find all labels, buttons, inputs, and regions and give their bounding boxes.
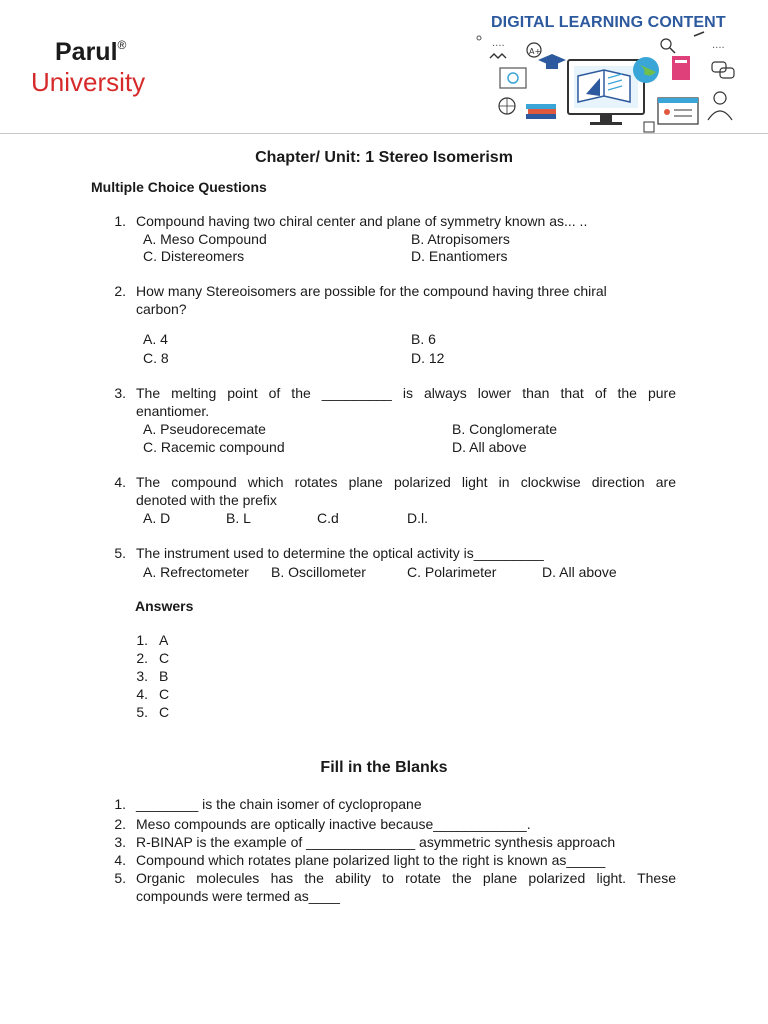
logo-parul: [55, 38, 126, 67]
option: D. All above: [452, 439, 527, 455]
registered-mark: ®: [117, 37, 127, 52]
pencil-icon: [694, 32, 704, 36]
answer-number: 2.: [136, 650, 148, 666]
blank-text-cont: compounds were termed as____: [136, 888, 340, 904]
answer-value: C: [159, 704, 170, 720]
answer-number: 1.: [136, 632, 148, 648]
option: A. Refrectometer: [143, 564, 249, 580]
option: C. Distereomers: [143, 248, 245, 264]
book-icon: [672, 56, 690, 80]
pencil-cup-icon: [644, 122, 654, 132]
svg-text:....: ....: [712, 40, 725, 51]
option: B. Oscillometer: [271, 564, 366, 580]
fill-blanks-heading: Fill in the Blanks: [320, 759, 448, 776]
answer-value: A: [159, 632, 169, 648]
option: A. D: [143, 510, 171, 526]
question-text: How many Stereoisomers are possible for the compound having three chiral: [136, 283, 607, 299]
blank-number: 3.: [114, 834, 126, 850]
digital-learning-illustration: [462, 30, 744, 134]
question-number: 2.: [114, 283, 126, 299]
logo-university: University: [31, 67, 146, 97]
teacher-icon: [714, 92, 726, 104]
blank-text: R-BINAP is the example of ______________ asymmetric synthesis approach: [136, 834, 616, 850]
header-divider: [0, 133, 768, 134]
answers-heading: Answers: [135, 598, 194, 614]
option: A. 4: [143, 331, 168, 347]
blank-number: 1.: [114, 796, 126, 812]
blank-text: Compound which rotates plane polarized light to the right is known as_____: [136, 852, 606, 868]
option: C. 8: [143, 350, 169, 366]
banner-title: DIGITAL LEARNING CONTENT: [491, 14, 726, 31]
answer-number: 4.: [136, 686, 148, 702]
blank-text: Organic molecules has the ability to rotate the plane polarized light. These: [136, 870, 676, 886]
answer-value: B: [159, 668, 169, 684]
answer-value: C: [159, 650, 170, 666]
decor-circle: [477, 36, 481, 40]
option: D. 12: [411, 350, 445, 366]
question-text: The melting point of the _________ is always lower than that of the pure: [136, 385, 676, 401]
chat-icon: [712, 62, 726, 72]
page-title: Chapter/ Unit: 1 Stereo Isomerism: [255, 149, 513, 166]
blank-number: 2.: [114, 816, 126, 832]
mcq-heading: Multiple Choice Questions: [91, 179, 267, 195]
answer-number: 3.: [136, 668, 148, 684]
question-number: 3.: [114, 385, 126, 401]
option: B. Conglomerate: [452, 421, 558, 437]
option: A. Pseudorecemate: [143, 421, 266, 437]
logo-name: Parul: [55, 38, 118, 66]
option: A. Meso Compound: [143, 231, 267, 247]
monitor-target-icon: [500, 68, 526, 88]
option: D.l.: [407, 510, 428, 526]
wave-icon: [490, 54, 506, 58]
question-number: 4.: [114, 474, 126, 490]
option: C. Racemic compound: [143, 439, 285, 455]
blank-number: 4.: [114, 852, 126, 868]
blank-number: 5.: [114, 870, 126, 886]
answer-value: C: [159, 686, 170, 702]
question-text: Compound having two chiral center and plane of symmetry known as... ..: [136, 213, 588, 229]
blank-text: Meso compounds are optically inactive because____________.: [136, 816, 531, 832]
option: D. Enantiomers: [411, 248, 508, 264]
decor-dots: ....: [492, 38, 505, 49]
question-number: 5.: [114, 545, 126, 561]
question-text-cont: denoted with the prefix: [136, 492, 277, 508]
question-text-cont: enantiomer.: [136, 403, 210, 419]
option: C.d: [317, 510, 339, 526]
option: B. Atropisomers: [411, 231, 510, 247]
books-stack-icon: [526, 104, 556, 109]
option: C. Polarimeter: [407, 564, 497, 580]
answer-number: 5.: [136, 704, 148, 720]
question-text: The instrument used to determine the optical activity is_________: [136, 545, 544, 561]
option: D. All above: [542, 564, 617, 580]
question-number: 1.: [114, 213, 126, 229]
question-text: The compound which rotates plane polarized light in clockwise direction are: [136, 474, 676, 490]
magnifier-icon: [661, 39, 671, 49]
blank-text: ________ is the chain isomer of cyclopropane: [136, 796, 422, 812]
option: B. L: [226, 510, 251, 526]
option: B. 6: [411, 331, 436, 347]
svg-text:A+: A+: [529, 47, 542, 56]
question-text-cont: carbon?: [136, 301, 187, 317]
